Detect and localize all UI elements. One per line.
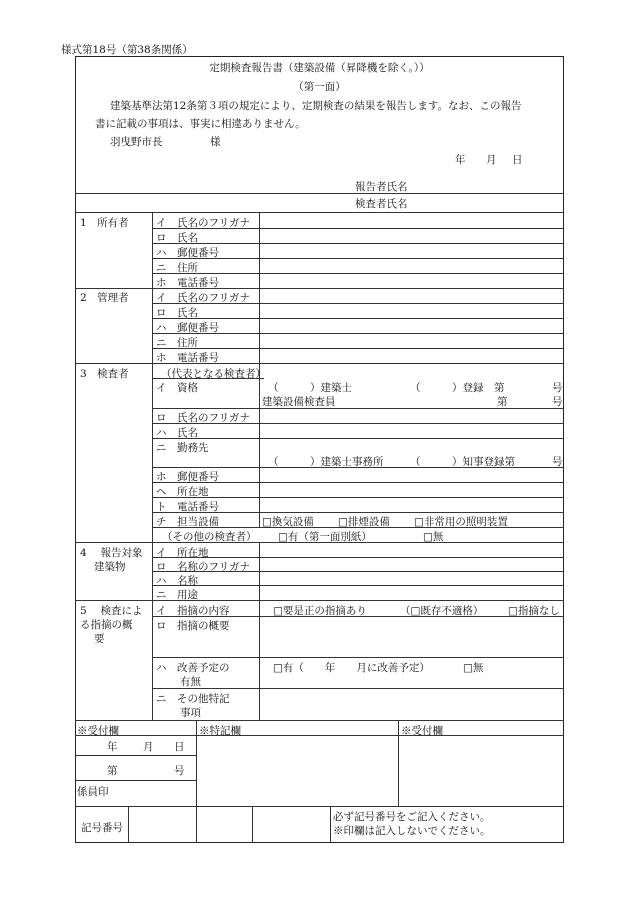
reporter-name-label: 報告者氏名 — [355, 181, 408, 193]
manager-label: 2 管理者 — [80, 292, 129, 304]
equipment-label: チ 担当設備 — [156, 516, 219, 528]
findings-content-label: イ 指摘の内容 — [156, 605, 230, 617]
staff-seal-label: 係員印 — [77, 786, 109, 798]
special-notes-label: ※特記欄 — [199, 725, 241, 737]
building-furigana-label: ロ 名称のフリガナ — [156, 561, 250, 573]
manager-furigana-label: イ 氏名のフリガナ — [156, 292, 250, 304]
findings-label-1: 5 検査によ — [80, 605, 143, 617]
representative-label: （代表となる検査者） — [161, 368, 266, 380]
owner-phone-label: ホ 電話番号 — [156, 277, 219, 289]
reception-number-suffix: 号 — [174, 765, 185, 777]
building-location-label: イ 所在地 — [156, 547, 209, 559]
equip-emergency-lighting[interactable]: □非常用の照明装置 — [414, 516, 508, 528]
owner-postal-label: ハ 郵便番号 — [156, 247, 219, 259]
report-form-frame — [75, 56, 564, 843]
building-label-1: 4 報告対象 — [80, 547, 143, 559]
form-code: 様式第18号（第38条関係） — [61, 44, 193, 56]
governor-registration: （ ）知事登録第 — [410, 456, 515, 468]
page-label: （第一面） — [293, 81, 346, 93]
reception-day: 日 — [174, 741, 185, 753]
inspector-phone-label: ト 電話番号 — [156, 501, 219, 513]
date-day-label: 日 — [512, 154, 523, 166]
architect-type: （ ）建築士 — [268, 382, 352, 394]
other-remarks-label-2: 事項 — [180, 707, 201, 719]
equipment-inspector-label: 建築設備検査員 — [262, 396, 336, 408]
inspector-furigana-label: ロ 氏名のフリガナ — [156, 412, 250, 424]
other-inspectors-no[interactable]: □無 — [423, 531, 444, 543]
inspector-name-label: 検査者氏名 — [355, 198, 408, 210]
other-inspectors-label: （その他の検査者） — [162, 531, 257, 543]
manager-name-label: ロ 氏名 — [156, 307, 198, 319]
manager-address-label: ニ 住所 — [156, 337, 198, 349]
improvement-plan-no[interactable]: □無 — [463, 662, 484, 674]
qualification-go-2: 号 — [552, 396, 563, 408]
addressee: 羽曳野市長 — [110, 136, 163, 148]
reception-label-1: ※受付欄 — [77, 725, 119, 737]
equipment-inspector-no: 第 — [497, 396, 508, 408]
other-remarks-label-1: ニ その他特記 — [156, 693, 230, 705]
office-go: 号 — [552, 456, 563, 468]
reception-year: 年 — [107, 741, 118, 753]
reception-label-2: ※受付欄 — [401, 725, 443, 737]
qualification-go-1: 号 — [552, 382, 563, 394]
findings-none[interactable]: □指摘なし — [508, 605, 560, 617]
other-inspectors-yes[interactable]: □有（第一面別紙） — [278, 531, 372, 543]
findings-label-3: 要 — [94, 633, 105, 645]
improvement-plan-yes[interactable]: □有（ 年 月に改善予定） — [273, 662, 430, 674]
manager-postal-label: ハ 郵便番号 — [156, 322, 219, 334]
honorific: 様 — [210, 136, 221, 148]
reception-month: 月 — [143, 741, 154, 753]
date-year-label: 年 — [455, 154, 466, 166]
equip-ventilation[interactable]: □換気設備 — [262, 516, 314, 528]
improvement-plan-label-1: ハ 改善予定の — [156, 662, 230, 674]
manager-phone-label: ホ 電話番号 — [156, 352, 219, 364]
symbol-number-note: 必ず記号番号をご記入ください。 — [333, 811, 491, 823]
building-use-label: ニ 用途 — [156, 589, 198, 601]
inspector-name-row-label: ハ 氏名 — [156, 427, 198, 439]
findings-correction-needed[interactable]: □要是正の指摘あり — [273, 605, 367, 617]
owner-address-label: ニ 住所 — [156, 262, 198, 274]
workplace-label: ニ 勤務先 — [156, 442, 209, 454]
date-month-label: 月 — [486, 154, 497, 166]
findings-existing-nonconforming[interactable]: （□既存不適格） — [400, 605, 484, 617]
findings-label-2: る指摘の概 — [80, 619, 133, 631]
seal-column-note: ※印欄は記入しないでください。 — [333, 825, 491, 837]
declaration-line-2: 書に記載の事項は、事実に相違ありません。 — [95, 118, 306, 130]
inspector-label: 3 検査者 — [80, 368, 129, 380]
owner-label: 1 所有者 — [80, 217, 129, 229]
symbol-number-label: 記号番号 — [81, 822, 123, 834]
equip-smoke-exhaust[interactable]: □排煙設備 — [338, 516, 390, 528]
form-title: 定期検査報告書（建築設備（昇降機を除く。）） — [209, 62, 430, 74]
owner-name-label: ロ 氏名 — [156, 232, 198, 244]
building-label-2: 建築物 — [94, 561, 126, 573]
architect-office: （ ）建築士事務所 — [268, 456, 384, 468]
declaration-line-1: 建築基準法第12条第３項の規定により、定期検査の結果を報告します。なお、この報告 — [110, 100, 522, 112]
building-name-label: ハ 名称 — [156, 575, 198, 587]
inspector-postal-label: ホ 郵便番号 — [156, 471, 219, 483]
qualification-label: イ 資格 — [156, 382, 198, 394]
findings-summary-label: ロ 指摘の概要 — [156, 620, 230, 632]
owner-furigana-label: イ 氏名のフリガナ — [156, 217, 250, 229]
registration-type: （ ）登録 第 — [410, 382, 505, 394]
reception-number-prefix: 第 — [107, 765, 118, 777]
improvement-plan-label-2: 有無 — [180, 676, 201, 688]
inspector-location-label: ヘ 所在地 — [156, 486, 209, 498]
